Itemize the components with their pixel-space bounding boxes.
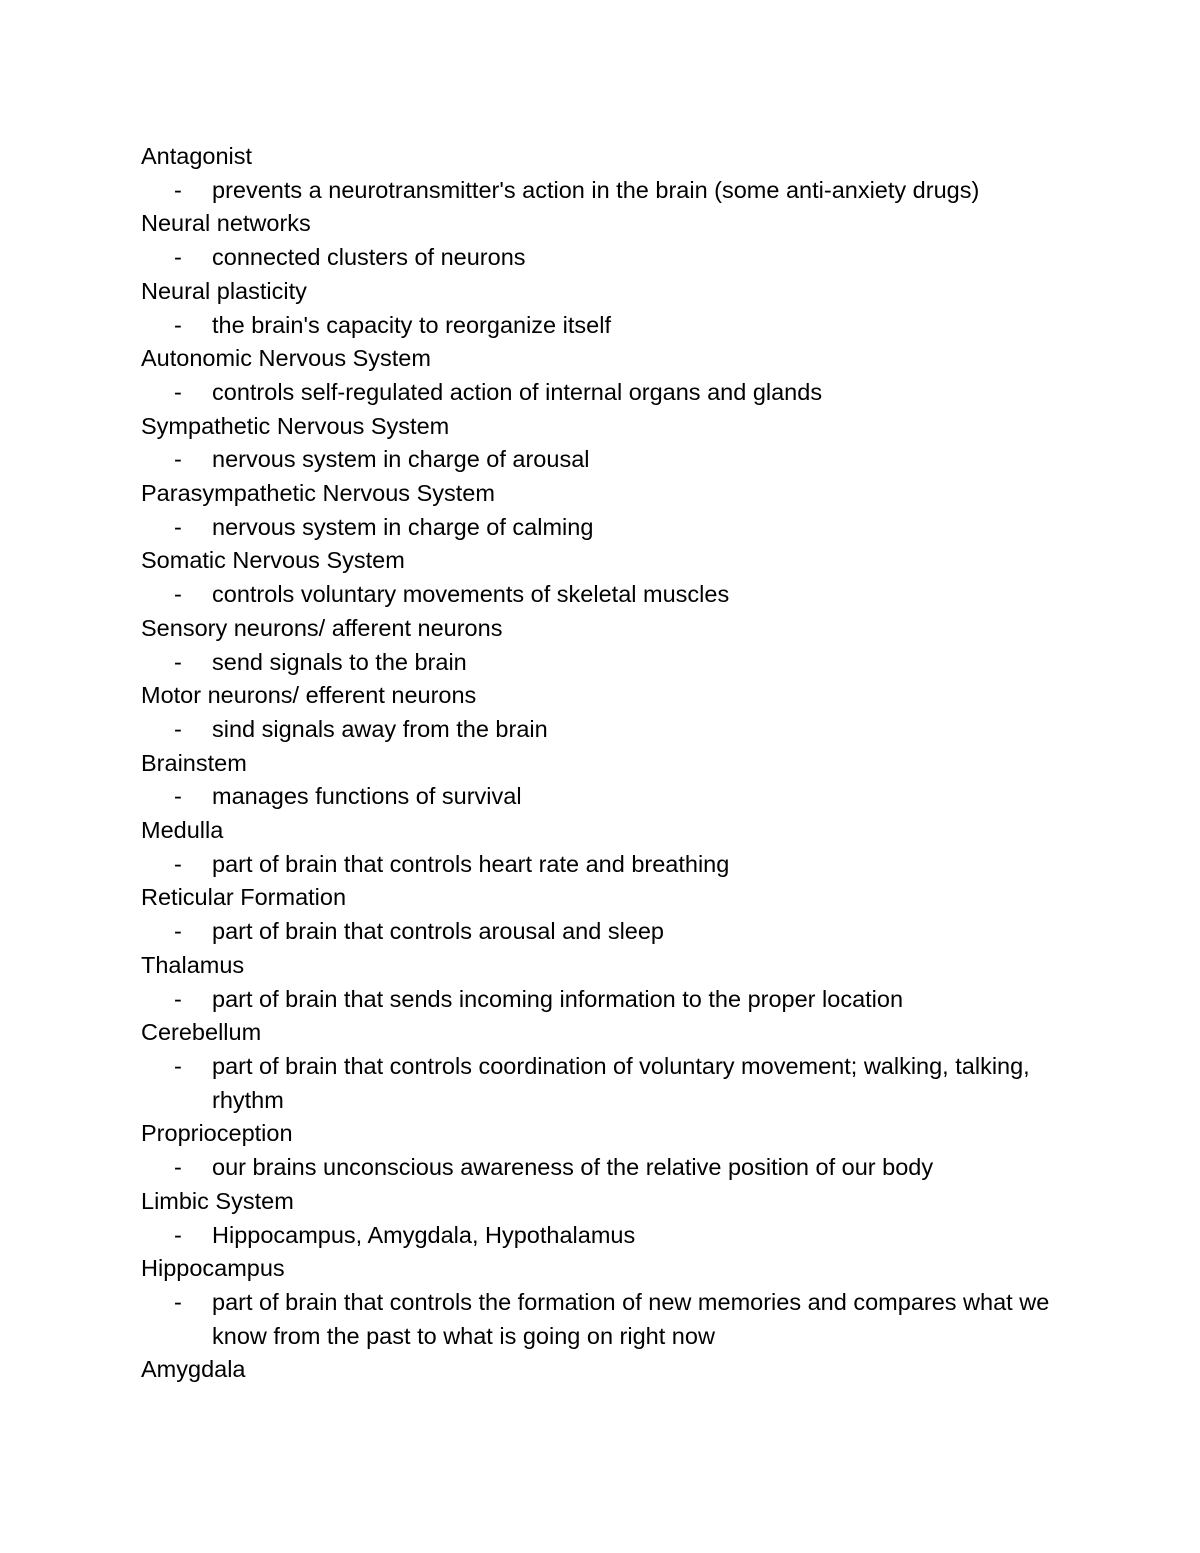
definition-text: nervous system in charge of arousal — [212, 446, 590, 473]
note-entry — [141, 1016, 1061, 1117]
definition-text: the brain's capacity to reorganize itself — [212, 311, 611, 338]
definition-item — [141, 1151, 1061, 1185]
definition-text: part of brain that controls heart rate and breathing — [212, 850, 730, 877]
definition-text: manages functions of survival — [212, 783, 522, 810]
definition-item — [141, 848, 1061, 882]
definition-text: nervous system in charge of calming — [212, 513, 594, 540]
bullet-dash: - — [174, 1154, 182, 1181]
note-entry — [141, 1185, 1061, 1252]
note-entry — [141, 679, 1061, 746]
notes-list — [141, 140, 1061, 1387]
term: Somatic Nervous System — [141, 547, 405, 574]
note-entry — [141, 544, 1061, 611]
term: Antagonist — [141, 143, 253, 169]
definition-text: sind signals away from the brain — [212, 715, 548, 742]
definition-item — [141, 443, 1061, 477]
definition-item — [141, 983, 1061, 1017]
term: Proprioception — [141, 1120, 293, 1147]
bullet-dash: - — [174, 783, 182, 810]
definition-text: part of brain that controls the formation of new memories and compares what we know from the past to what is going on right now — [212, 1288, 1050, 1349]
note-entry — [141, 814, 1061, 881]
term: Limbic System — [141, 1187, 294, 1214]
term: Motor neurons/ efferent neurons — [141, 682, 477, 709]
definition-item — [141, 174, 1061, 208]
definition-item — [141, 309, 1061, 343]
definition-item — [141, 713, 1061, 747]
definition-item — [141, 646, 1061, 680]
definition-text: part of brain that controls coordination of voluntary movement; walking, talking, rhythm — [212, 1052, 1030, 1113]
bullet-dash: - — [174, 1052, 182, 1079]
definition-text: controls self-regulated action of internal organs and glands — [212, 378, 823, 405]
term: Thalamus — [141, 951, 245, 978]
note-entry — [141, 1252, 1061, 1353]
definition-item — [141, 241, 1061, 275]
bullet-dash: - — [174, 378, 182, 405]
term: Brainstem — [141, 749, 247, 776]
definition-item — [141, 511, 1061, 545]
definition-text: part of brain that sends incoming information to the proper location — [212, 985, 904, 1012]
bullet-dash: - — [174, 176, 182, 203]
definition-item — [141, 915, 1061, 949]
definition-text: Hippocampus, Amygdala, Hypothalamus — [212, 1221, 636, 1248]
term: Neural plasticity — [141, 277, 307, 304]
definition-item — [141, 1286, 1061, 1353]
term: Cerebellum — [141, 1019, 262, 1046]
note-entry — [141, 342, 1061, 409]
term: Reticular Formation — [141, 884, 347, 911]
note-entry — [141, 747, 1061, 814]
note-entry — [141, 949, 1061, 1016]
bullet-dash: - — [174, 581, 182, 608]
term: Autonomic Nervous System — [141, 345, 431, 372]
note-entry — [141, 477, 1061, 544]
definition-item — [141, 780, 1061, 814]
note-entry — [141, 1117, 1061, 1184]
term: Medulla — [141, 817, 224, 844]
definition-item — [141, 1219, 1061, 1253]
term: Parasympathetic Nervous System — [141, 480, 495, 507]
definition-item — [141, 376, 1061, 410]
term: Hippocampus — [141, 1255, 285, 1282]
bullet-dash: - — [174, 985, 182, 1012]
definition-text: connected clusters of neurons — [212, 244, 526, 271]
definition-text: our brains unconscious awareness of the relative position of our body — [212, 1154, 934, 1181]
bullet-dash: - — [174, 1288, 182, 1315]
definition-text: send signals to the brain — [212, 648, 467, 675]
bullet-dash: - — [174, 446, 182, 473]
term: Amygdala — [141, 1356, 246, 1383]
bullet-dash: - — [174, 715, 182, 742]
note-entry — [141, 612, 1061, 679]
bullet-dash: - — [174, 648, 182, 675]
definition-text: prevents a neurotransmitter's action in the brain (some anti-anxiety drugs) — [212, 176, 980, 203]
note-entry — [141, 207, 1061, 274]
definition-item — [141, 1050, 1061, 1117]
definition-text: part of brain that controls arousal and sleep — [212, 918, 664, 945]
term: Sensory neurons/ afferent neurons — [141, 614, 503, 641]
definition-text: controls voluntary movements of skeletal muscles — [212, 581, 730, 608]
bullet-dash: - — [174, 513, 182, 540]
term: Sympathetic Nervous System — [141, 412, 450, 439]
note-entry — [141, 140, 1061, 207]
bullet-dash: - — [174, 850, 182, 877]
definition-item — [141, 578, 1061, 612]
bullet-dash: - — [174, 918, 182, 945]
bullet-dash: - — [174, 244, 182, 271]
note-entry — [141, 410, 1061, 477]
note-entry — [141, 1353, 1061, 1387]
bullet-dash: - — [174, 1221, 182, 1248]
note-entry — [141, 275, 1061, 342]
note-entry — [141, 881, 1061, 948]
term: Neural networks — [141, 210, 311, 237]
bullet-dash: - — [174, 311, 182, 338]
